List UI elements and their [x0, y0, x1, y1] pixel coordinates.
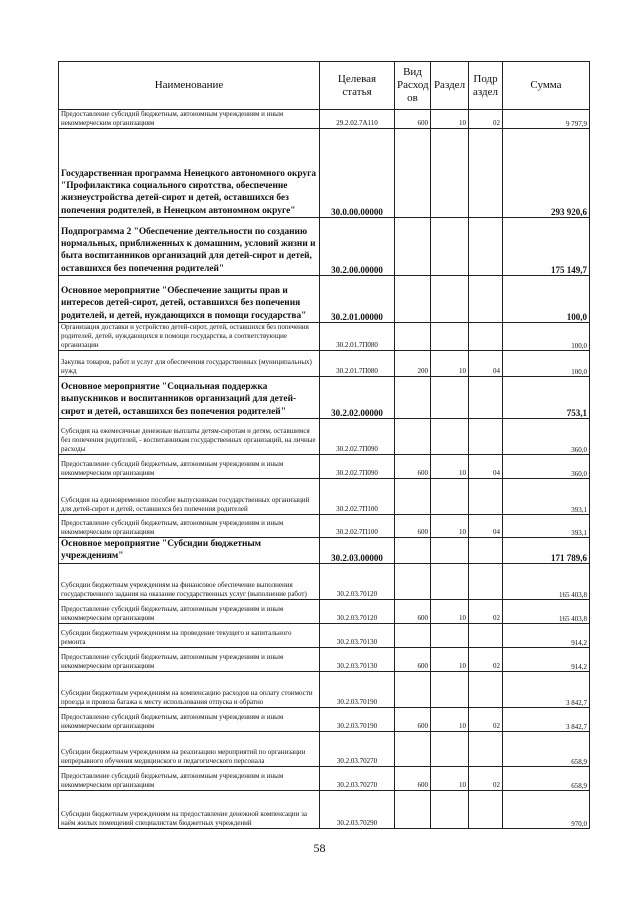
- row-target-cell: 30.2.01.7П080: [320, 323, 395, 351]
- row-target-cell: 30.2.01.00000: [320, 276, 395, 323]
- row-name-cell: Субсидии бюджетным учреждениям на предоставление денежной компенсации за наём жилых помещений специалистам бюджетных учреждений: [59, 790, 320, 828]
- table-row: [59, 563, 590, 599]
- row-section-cell: 10: [431, 766, 469, 790]
- row-section-cell: [431, 276, 469, 323]
- row-amount-cell: 914,2: [503, 647, 590, 671]
- row-type-cell: 600: [395, 455, 431, 479]
- row-type-cell: [395, 623, 431, 647]
- row-type-cell: [395, 377, 431, 419]
- row-target-cell: 30.2.03.70190: [320, 707, 395, 731]
- row-type-cell: [395, 276, 431, 323]
- table-row: [59, 515, 590, 538]
- row-section-cell: [431, 563, 469, 599]
- row-target-cell: 30.2.03.70120: [320, 599, 395, 623]
- table-row: [59, 351, 590, 377]
- row-type-cell: [395, 563, 431, 599]
- row-subsection-cell: 04: [469, 455, 503, 479]
- row-type-cell: 600: [395, 599, 431, 623]
- row-type-cell: [395, 419, 431, 455]
- row-subsection-cell: [469, 538, 503, 564]
- row-type-cell: 200: [395, 351, 431, 377]
- table-row: [59, 790, 590, 828]
- row-type-cell: [395, 790, 431, 828]
- row-subsection-cell: [469, 377, 503, 419]
- row-amount-cell: 293 920,6: [503, 129, 590, 218]
- row-amount-cell: 165 403,8: [503, 599, 590, 623]
- row-target-cell: 30.2.03.70270: [320, 766, 395, 790]
- row-amount-cell: 360,0: [503, 419, 590, 455]
- row-section-cell: [431, 671, 469, 707]
- header-target: Целевая статья: [320, 62, 395, 110]
- row-amount-cell: 100,0: [503, 351, 590, 377]
- table-row: [59, 455, 590, 479]
- row-type-cell: [395, 323, 431, 351]
- table-row: [59, 707, 590, 731]
- row-section-cell: [431, 323, 469, 351]
- row-name-cell: Субсидии бюджетным учреждениям на реализацию мероприятий по организации непрерывного обучения медицинского и педагогического персонала: [59, 731, 320, 766]
- row-subsection-cell: 02: [469, 599, 503, 623]
- row-amount-cell: 658,9: [503, 766, 590, 790]
- row-type-cell: [395, 129, 431, 218]
- row-target-cell: 30.2.03.70120: [320, 563, 395, 599]
- row-name-cell: Предоставление субсидий бюджетным, автономным учреждениям и иным некоммерческим организациям: [59, 455, 320, 479]
- row-amount-cell: 100,0: [503, 276, 590, 323]
- row-target-cell: 30.2.03.70130: [320, 647, 395, 671]
- row-section-cell: [431, 129, 469, 218]
- row-section-cell: [431, 538, 469, 564]
- row-section-cell: 10: [431, 351, 469, 377]
- row-amount-cell: 100,0: [503, 323, 590, 351]
- row-type-cell: 600: [395, 647, 431, 671]
- table-row: [59, 623, 590, 647]
- table-row: [59, 599, 590, 623]
- row-type-cell: 600: [395, 766, 431, 790]
- table-row: [59, 731, 590, 766]
- budget-table: [58, 61, 590, 829]
- row-target-cell: 30.2.02.7П090: [320, 419, 395, 455]
- row-section-cell: [431, 731, 469, 766]
- table-row: [59, 419, 590, 455]
- row-subsection-cell: 02: [469, 110, 503, 129]
- row-name-cell: Предоставление субсидий бюджетным, автономным учреждениям и иным некоммерческим организациям: [59, 599, 320, 623]
- row-name-cell: Предоставление субсидий бюджетным, автономным учреждениям и иным некоммерческим организациям: [59, 647, 320, 671]
- row-target-cell: 30.2.03.00000: [320, 538, 395, 564]
- row-amount-cell: 171 789,6: [503, 538, 590, 564]
- row-subsection-cell: 02: [469, 707, 503, 731]
- table-row: [59, 538, 590, 564]
- row-target-cell: 30.2.00.00000: [320, 218, 395, 276]
- header-section: Раздел: [431, 62, 469, 110]
- row-amount-cell: 393,1: [503, 479, 590, 515]
- row-subsection-cell: 02: [469, 766, 503, 790]
- row-section-cell: [431, 790, 469, 828]
- row-target-cell: 30.2.03.70270: [320, 731, 395, 766]
- row-subsection-cell: 04: [469, 351, 503, 377]
- table-row: [59, 479, 590, 515]
- row-amount-cell: 970,0: [503, 790, 590, 828]
- row-amount-cell: 9 797,9: [503, 110, 590, 129]
- row-name-cell: Предоставление субсидий бюджетным, автономным учреждениям и иным некоммерческим организациям: [59, 707, 320, 731]
- row-section-cell: [431, 218, 469, 276]
- row-type-cell: 600: [395, 707, 431, 731]
- page-number: 58: [313, 841, 326, 855]
- row-name-cell: Субсидии бюджетным учреждениям на проведение текущего и капитального ремонта: [59, 623, 320, 647]
- row-amount-cell: 3 842,7: [503, 707, 590, 731]
- table-body: [59, 110, 590, 829]
- table-row: [59, 218, 590, 276]
- row-type-cell: [395, 731, 431, 766]
- row-subsection-cell: [469, 129, 503, 218]
- row-name-cell: Основное мероприятие "Обеспечение защиты прав и интересов детей-сирот, детей, оставшихся без попечения родителей, и детей, нуждающихся в помощи государства": [59, 276, 320, 323]
- row-name-cell: Государственная программа Ненецкого автономного округа "Профилактика социального сиротства, обеспечение жизнеустройства детей-сирот и детей, оставшихся без попечения родителей, в Ненецком автономном округе": [59, 129, 320, 218]
- row-type-cell: [395, 218, 431, 276]
- row-section-cell: 10: [431, 515, 469, 538]
- row-amount-cell: 175 149,7: [503, 218, 590, 276]
- row-target-cell: 30.2.03.70190: [320, 671, 395, 707]
- row-amount-cell: 393,1: [503, 515, 590, 538]
- row-type-cell: 600: [395, 110, 431, 129]
- row-section-cell: [431, 623, 469, 647]
- row-amount-cell: 165 403,8: [503, 563, 590, 599]
- row-subsection-cell: [469, 623, 503, 647]
- row-section-cell: 10: [431, 455, 469, 479]
- row-subsection-cell: [469, 790, 503, 828]
- row-subsection-cell: 04: [469, 515, 503, 538]
- row-target-cell: 30.2.03.70130: [320, 623, 395, 647]
- row-subsection-cell: [469, 419, 503, 455]
- row-subsection-cell: [469, 671, 503, 707]
- row-section-cell: [431, 419, 469, 455]
- row-name-cell: Основное мероприятие "Субсидии бюджетным учреждениям": [59, 538, 320, 564]
- row-amount-cell: 914,2: [503, 623, 590, 647]
- row-subsection-cell: [469, 731, 503, 766]
- row-subsection-cell: [469, 563, 503, 599]
- row-type-cell: [395, 671, 431, 707]
- header-amount: Сумма: [503, 62, 590, 110]
- row-target-cell: 29.2.02.7А110: [320, 110, 395, 129]
- row-name-cell: Основное мероприятие "Социальная поддержка выпускников и воспитанников организаций для детей-сирот и детей, оставшихся без попечения родителей": [59, 377, 320, 419]
- row-amount-cell: 753,1: [503, 377, 590, 419]
- row-section-cell: 10: [431, 707, 469, 731]
- table-row: [59, 129, 590, 218]
- row-name-cell: Предоставление субсидий бюджетным, автономным учреждениям и иным некоммерческим организациям: [59, 515, 320, 538]
- row-amount-cell: 360,0: [503, 455, 590, 479]
- row-type-cell: [395, 479, 431, 515]
- header-subsection: Подр аздел: [469, 62, 503, 110]
- row-target-cell: 30.2.03.70290: [320, 790, 395, 828]
- row-name-cell: Предоставление субсидий бюджетным, автономным учреждениям и иным некоммерческим организациям: [59, 766, 320, 790]
- row-name-cell: Организация доставки и устройство детей-сирот, детей, оставшихся без попечения родителей, детей, нуждающихся в помощи государства, в соответствующие организации: [59, 323, 320, 351]
- row-section-cell: [431, 479, 469, 515]
- row-amount-cell: 658,9: [503, 731, 590, 766]
- header-type: Вид Расход ов: [395, 62, 431, 110]
- table-row: [59, 671, 590, 707]
- row-subsection-cell: [469, 323, 503, 351]
- row-target-cell: 30.0.00.00000: [320, 129, 395, 218]
- row-section-cell: [431, 377, 469, 419]
- row-name-cell: Предоставление субсидий бюджетным, автономным учреждениям и иным некоммерческим организациям: [59, 110, 320, 129]
- table-row: [59, 377, 590, 419]
- row-target-cell: 30.2.02.7П100: [320, 479, 395, 515]
- row-amount-cell: 3 842,7: [503, 671, 590, 707]
- row-type-cell: [395, 538, 431, 564]
- table-row: [59, 110, 590, 129]
- row-subsection-cell: [469, 479, 503, 515]
- row-target-cell: 30.2.01.7П080: [320, 351, 395, 377]
- row-name-cell: Подпрограмма 2 "Обеспечение деятельности по созданию нормальных, приближенных к домашним, условий жизни и быта воспитанников организаций для детей-сирот и детей, оставшихся без попечения родителей": [59, 218, 320, 276]
- row-name-cell: Субсидия на единовременное пособие выпускникам государственных организаций для детей-сирот и детей, оставшихся без попечения родителей: [59, 479, 320, 515]
- header-name: Наименование: [59, 62, 320, 110]
- row-type-cell: 600: [395, 515, 431, 538]
- row-name-cell: Субсидии бюджетным учреждениям на финансовое обеспечение выполнения государственного задания на оказание государственных услуг (выполнение работ): [59, 563, 320, 599]
- table-row: [59, 276, 590, 323]
- row-subsection-cell: [469, 218, 503, 276]
- row-name-cell: Закупка товаров, работ и услуг для обеспечения государственных (муниципальных) нужд: [59, 351, 320, 377]
- row-name-cell: Субсидия на ежемесячные денежные выплаты детям-сиротам и детям, оставшимся без попечения родителей, - воспитанникам государственных организаций, на личные расходы: [59, 419, 320, 455]
- row-section-cell: 10: [431, 647, 469, 671]
- table-row: [59, 323, 590, 351]
- table-header-row: [59, 62, 590, 110]
- row-target-cell: 30.2.02.7П100: [320, 515, 395, 538]
- table-row: [59, 766, 590, 790]
- row-section-cell: 10: [431, 599, 469, 623]
- row-name-cell: Субсидии бюджетным учреждениям на компенсацию расходов на оплату стоимости проезда и провоза багажа к месту использования отпуска и обратно: [59, 671, 320, 707]
- row-section-cell: 10: [431, 110, 469, 129]
- row-target-cell: 30.2.02.7П090: [320, 455, 395, 479]
- row-target-cell: 30.2.02.00000: [320, 377, 395, 419]
- row-subsection-cell: 02: [469, 647, 503, 671]
- table-row: [59, 647, 590, 671]
- row-subsection-cell: [469, 276, 503, 323]
